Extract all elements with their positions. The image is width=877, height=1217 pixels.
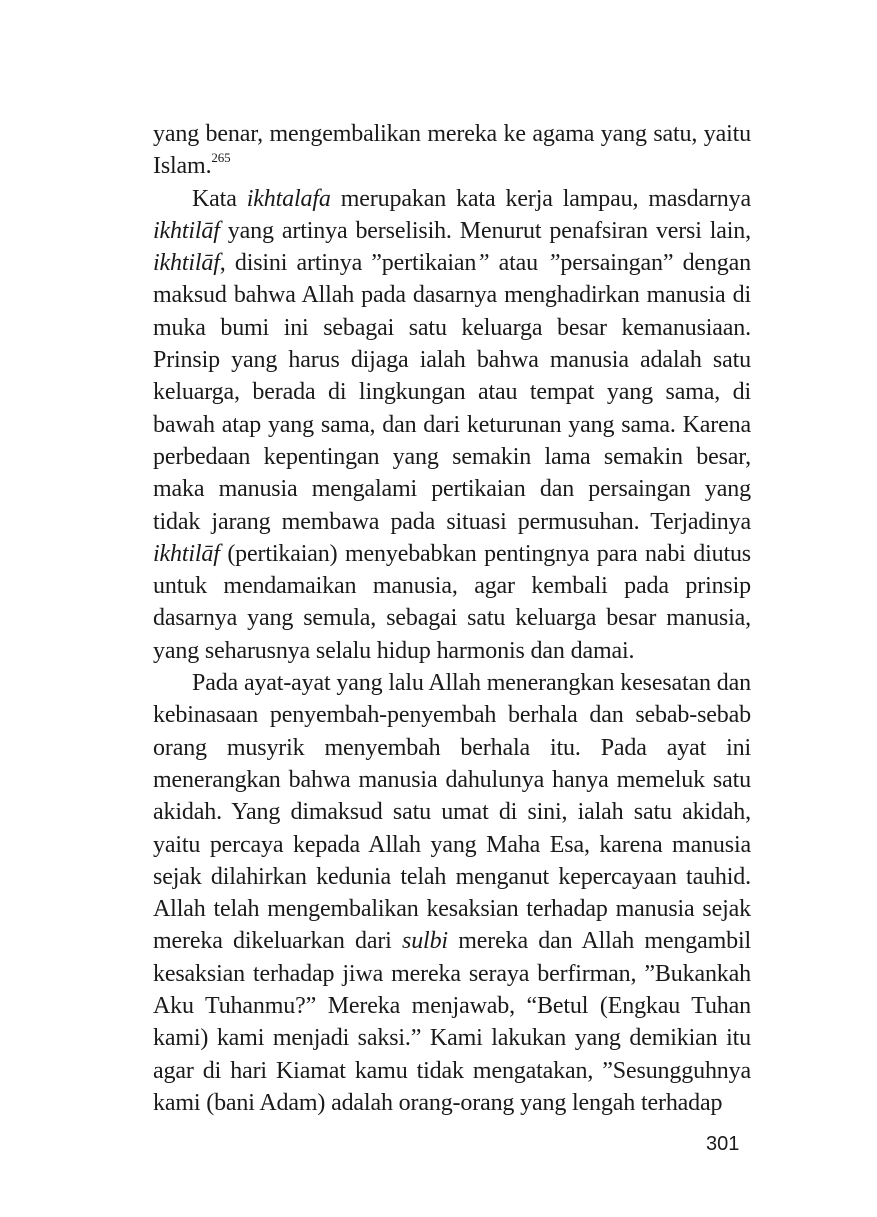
- italic-term: ikhtilāf: [153, 540, 220, 567]
- page-body: [153, 118, 751, 1119]
- text-run: merupakan kata kerja lampau, masdarnya: [330, 185, 751, 212]
- page-number: 301: [706, 1133, 740, 1155]
- text-run: Pada ayat-ayat yang lalu Allah menerangkan kesesatan dan kebinasaan penyembah-penyembah berhala dan sebab-sebab orang musyrik menyembah berhala itu. Pada ayat ini menerangkan bahwa manusia dahulunya hanya memeluk satu akidah. Yang dimaksud satu umat di sini, ialah satu akidah, yaitu percaya kepada Allah yang Maha Esa, karena manusia sejak dilahirkan kedunia telah menganut kepercayaan tauhid. Allah telah mengembalikan kesaksian terhadap manusia sejak mereka dikeluarkan dari: [153, 670, 751, 955]
- italic-quote: ”: [547, 250, 561, 277]
- italic-term: ikhtalafa: [246, 185, 331, 212]
- italic-term: ikhtilāf: [153, 250, 220, 277]
- text-run: persaingan” dengan maksud bahwa Allah pada dasarnya menghadirkan manusia di muka bumi ini sebagai satu keluarga besar kemanusiaan. Prinsip yang harus dijaga ialah bahwa manusia adalah satu keluarga, berada di lingkungan atau tempat yang sama, di bawah atap yang sama, dan dari keturunan yang sama. Karena perbedaan kepentingan yang semakin lama semakin besar, maka manusia mengalami pertikaian dan persaingan yang tidak jarang membawa pada situasi permusuhan. Terjadinya: [153, 250, 751, 535]
- paragraph-ayat: [153, 667, 751, 1119]
- text-run: , disini artinya ”pertikaian: [219, 250, 477, 277]
- text-run: yang artinya berselisih. Menurut penafsiran versi lain,: [219, 217, 751, 244]
- italic-quote: ”: [476, 250, 490, 277]
- paragraph-ikhtilaf: [153, 183, 751, 667]
- text-run: mereka dan Allah mengambil kesaksian terhadap jiwa mereka seraya berfirman, ”Bukankah Aku Tuhanmu?” Mereka menjawab, “Betul (Engkau Tuhan kami) kami menjadi saksi.” Kami lakukan yang demikian itu agar di hari Kiamat kamu tidak mengatakan, ”Sesungguhnya kami (bani Adam) adalah orang-orang yang lengah terhadap: [153, 928, 751, 1116]
- paragraph-text: yang benar, mengembalikan mereka ke agama yang satu, yaitu Islam.: [153, 121, 751, 180]
- italic-term: ikhtilāf: [153, 217, 220, 244]
- italic-term: sulbi: [402, 928, 448, 955]
- footnote-reference[interactable]: 265: [211, 150, 231, 166]
- text-run: atau: [489, 250, 548, 277]
- text-run: (pertikaian) menyebabkan pentingnya para nabi diutus untuk mendamaikan manusia, agar kembali pada prinsip dasarnya yang semula, sebagai satu keluarga besar manusia, yang seharusnya selalu hidup harmonis dan damai.: [153, 540, 751, 664]
- text-run: Kata: [192, 185, 247, 212]
- paragraph-continuation: [153, 118, 751, 183]
